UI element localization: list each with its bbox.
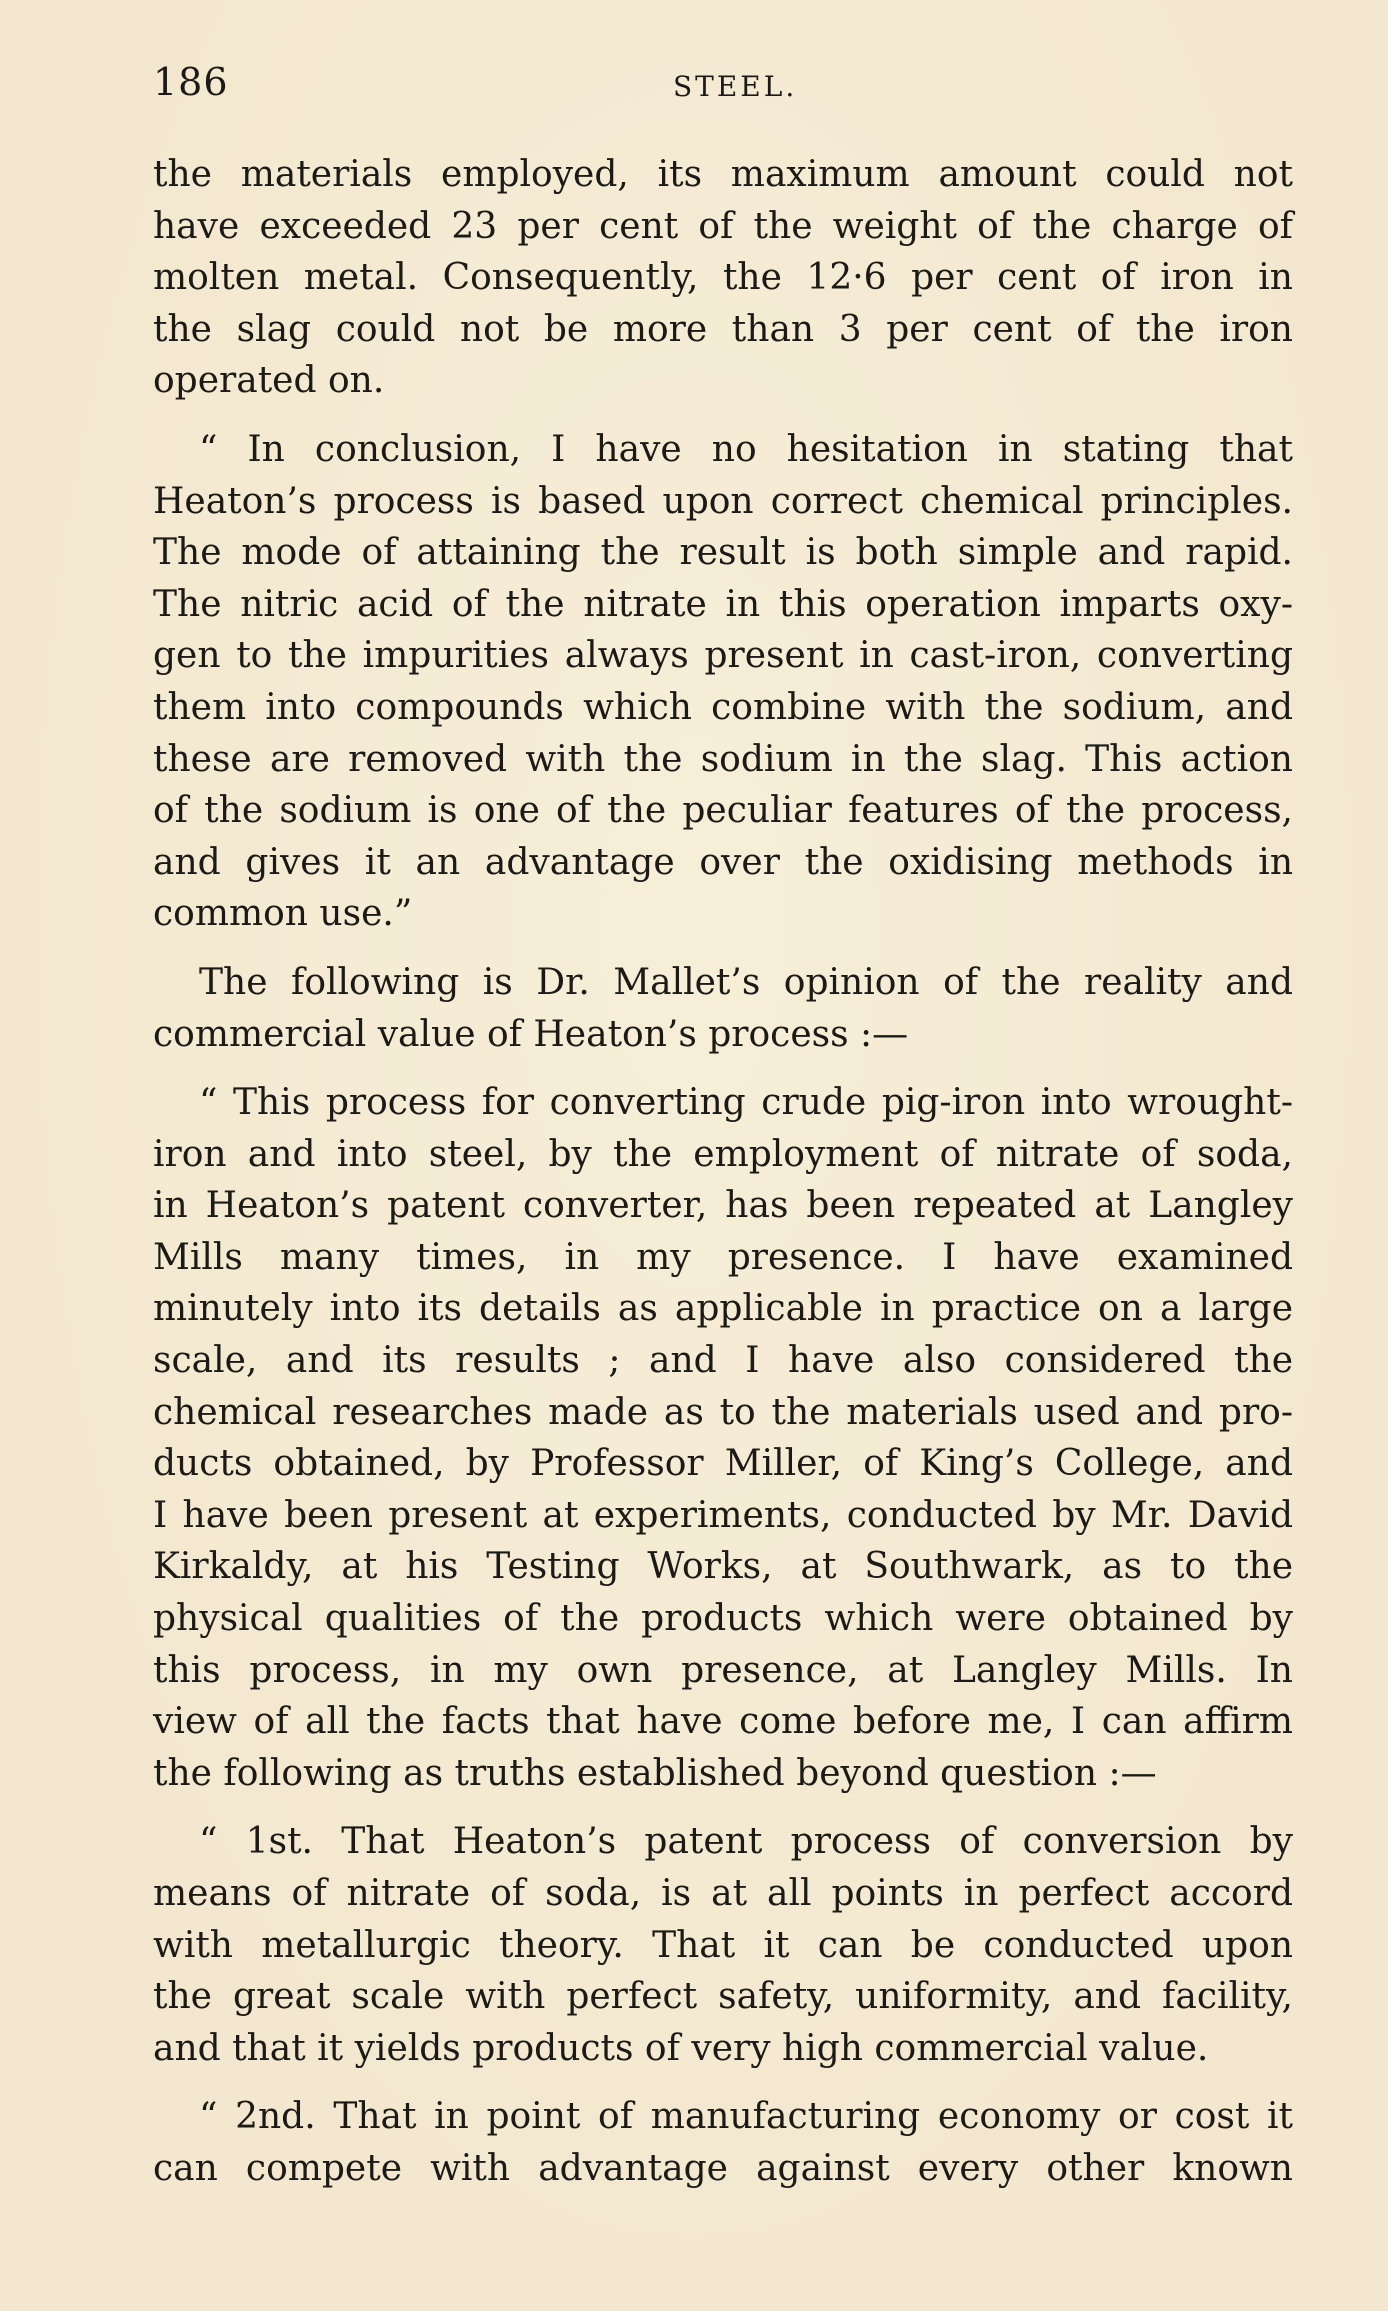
text-line: view of all the facts that have come before me, I can affirm bbox=[153, 1701, 1293, 1743]
text-line: molten metal. Consequently, the 12·6 per cent of iron in bbox=[153, 257, 1293, 299]
text-line: the materials employed, its maximum amount could not bbox=[153, 154, 1293, 195]
text-line: the slag could not be more than 3 per cent of the iron bbox=[153, 308, 1293, 350]
text-line: The mode of attaining the result is both simple and rapid. bbox=[153, 532, 1293, 574]
text-line: “ In conclusion, I have no hesitation in stating that bbox=[199, 428, 1293, 470]
text-line: iron and into steel, by the employment of nitrate of soda, bbox=[153, 1133, 1293, 1175]
text-line: The nitric acid of the nitrate in this operation imparts oxy- bbox=[153, 583, 1293, 625]
text-line: of the sodium is one of the peculiar features of the process, bbox=[153, 790, 1293, 832]
running-title: STEEL. bbox=[673, 70, 798, 103]
text-line: The following is Dr. Mallet’s opinion of the reality and bbox=[199, 961, 1293, 1003]
text-line: physical qualities of the products which were obtained by bbox=[153, 1598, 1293, 1640]
text-line: and gives it an advantage over the oxidising methods in bbox=[153, 841, 1293, 883]
paragraph bbox=[153, 149, 1293, 407]
text-line: ducts obtained, by Professor Miller, of King’s College, and bbox=[153, 1443, 1293, 1485]
text-line: gen to the impurities always present in cast-iron, converting bbox=[153, 635, 1293, 677]
text-line: “ This process for converting crude pig-iron into wrought- bbox=[199, 1082, 1293, 1124]
text-line: Heaton’s process is based upon correct chemical principles. bbox=[153, 480, 1293, 522]
text-line: these are removed with the sodium in the slag. This action bbox=[153, 738, 1293, 780]
text-line: Kirkaldy, at his Testing Works, at Southwark, as to the bbox=[153, 1546, 1293, 1588]
text-line: can compete with advantage against every other known bbox=[153, 2147, 1293, 2189]
text-line: the following as truths established beyond question :— bbox=[153, 1752, 1157, 1794]
text-line: I have been present at experiments, conducted by Mr. David bbox=[153, 1494, 1293, 1536]
text-line: them into compounds which combine with the sodium, and bbox=[153, 686, 1293, 728]
text-line: operated on. bbox=[153, 360, 385, 402]
text-line: in Heaton’s patent converter, has been repeated at Langley bbox=[153, 1185, 1293, 1227]
paragraph bbox=[153, 424, 1293, 940]
text-line: “ 2nd. That in point of manufacturing economy or cost it bbox=[199, 2096, 1293, 2138]
paragraph bbox=[153, 957, 1293, 1060]
paragraph bbox=[153, 1816, 1293, 2074]
text-line: the great scale with perfect safety, uniformity, and facility, bbox=[153, 1976, 1293, 2018]
text-line: common use.” bbox=[153, 893, 413, 935]
text-line: means of nitrate of soda, is at all points in perfect accord bbox=[153, 1873, 1293, 1914]
paragraph bbox=[153, 1077, 1293, 1799]
text-line: with metallurgic theory. That it can be conducted upon bbox=[153, 1924, 1293, 1966]
text-line: and that it yields products of very high commercial value. bbox=[153, 2027, 1209, 2069]
text-line: chemical researches made as to the materials used and pro- bbox=[153, 1391, 1293, 1433]
text-line: commercial value of Heaton’s process :— bbox=[153, 1013, 909, 1055]
page-header bbox=[153, 60, 1293, 120]
paragraph bbox=[153, 2091, 1293, 2194]
body-text bbox=[153, 149, 1293, 2195]
text-line: this process, in my own presence, at Langley Mills. In bbox=[153, 1649, 1293, 1691]
page-number: 186 bbox=[153, 60, 229, 104]
text-line: have exceeded 23 per cent of the weight of the charge of bbox=[153, 205, 1293, 247]
text-line: “ 1st. That Heaton’s patent process of conversion by bbox=[199, 1821, 1293, 1863]
text-line: Mills many times, in my presence. I have examined bbox=[153, 1236, 1293, 1278]
text-line: minutely into its details as applicable in practice on a large bbox=[153, 1288, 1293, 1330]
text-line: scale, and its results ; and I have also considered the bbox=[153, 1340, 1293, 1382]
